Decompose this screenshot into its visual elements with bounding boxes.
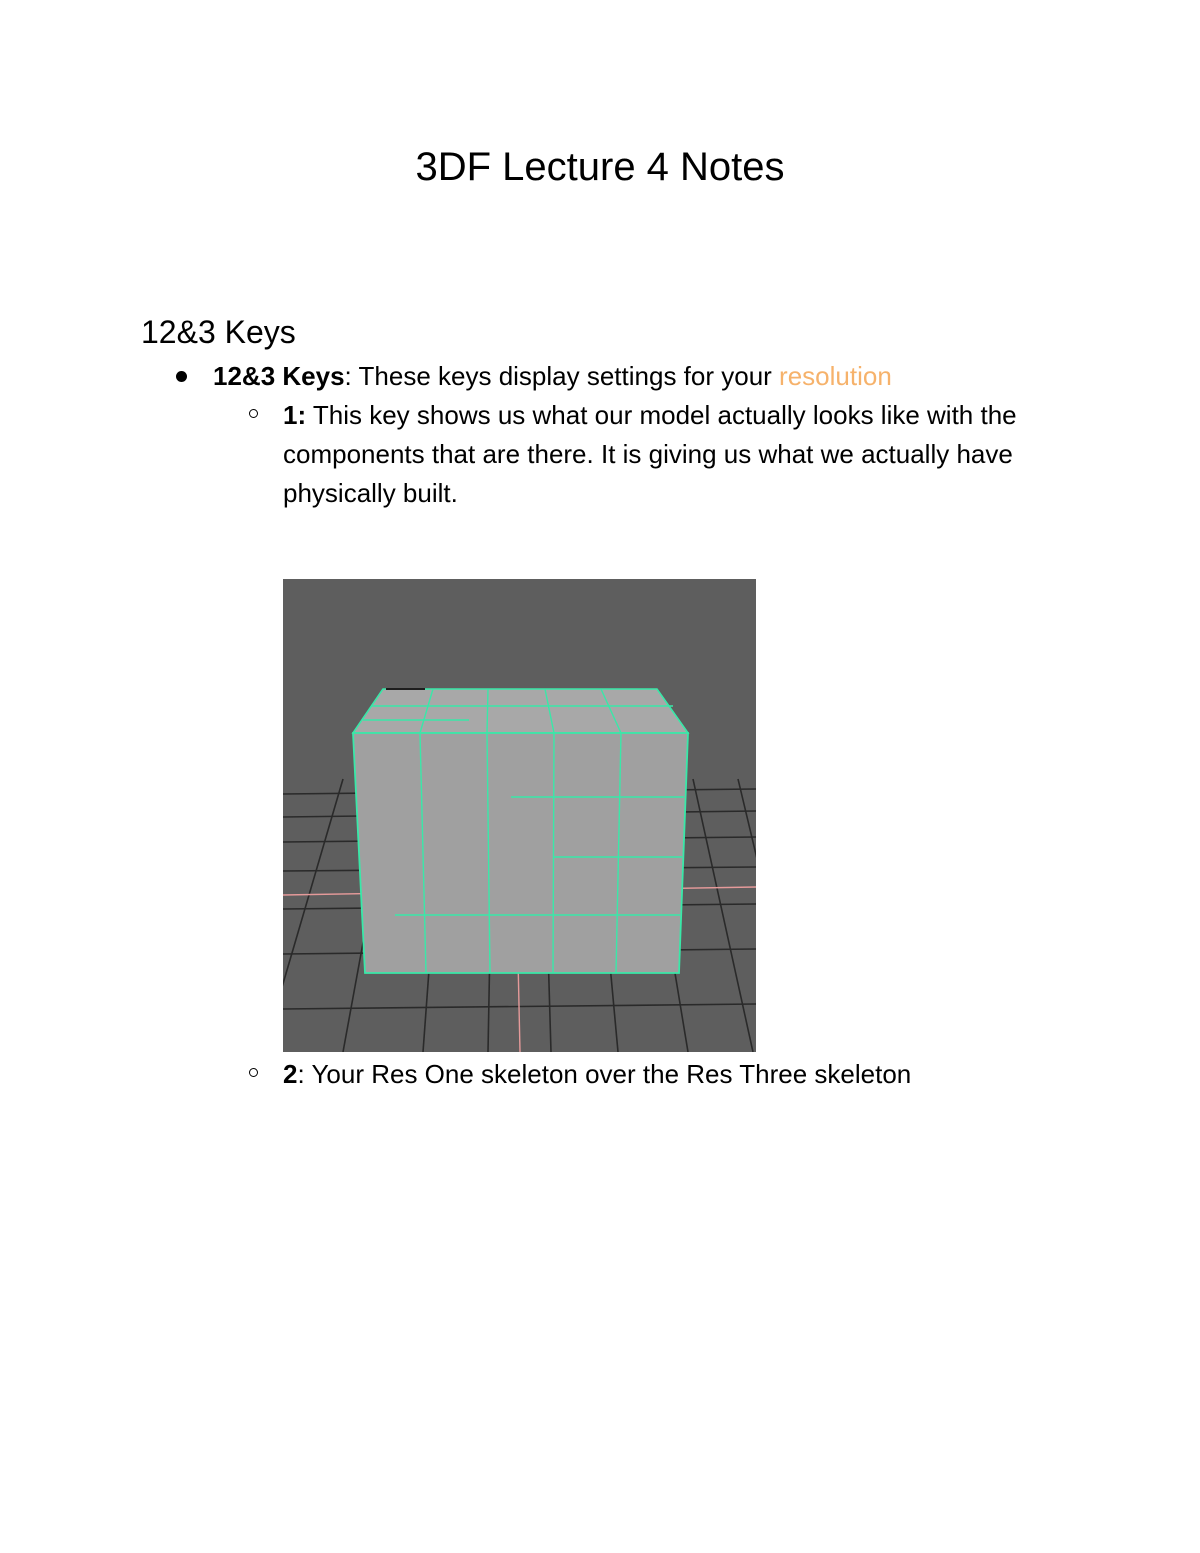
bullet-dot-icon [176,371,187,382]
sub-item-text [283,396,1073,513]
bullet-body: : These keys display settings for your [344,361,780,391]
viewport-screenshot [283,579,756,1052]
section-heading: 12&3 Keys [141,314,296,350]
sub-item-label: 2 [283,1059,298,1089]
bullet-label: 12&3 Keys [213,361,345,391]
sub-item-label: 1: [283,400,307,430]
hollow-circle-icon [249,409,258,418]
bullet-text [213,357,892,396]
sub-item-body: : Your Res One skeleton over the Res Three skeleton [297,1059,912,1089]
sub-item-body: This key shows us what our model actually looks like with the components that are there. It is giving us what we actually have physically built. [283,400,1017,508]
page-title: 3DF Lecture 4 Notes [415,145,785,189]
hollow-circle-icon [249,1068,258,1077]
sub-item-text [283,1055,911,1094]
resolution-highlight: resolution [779,361,892,391]
viewport-cube-icon [283,579,756,1052]
